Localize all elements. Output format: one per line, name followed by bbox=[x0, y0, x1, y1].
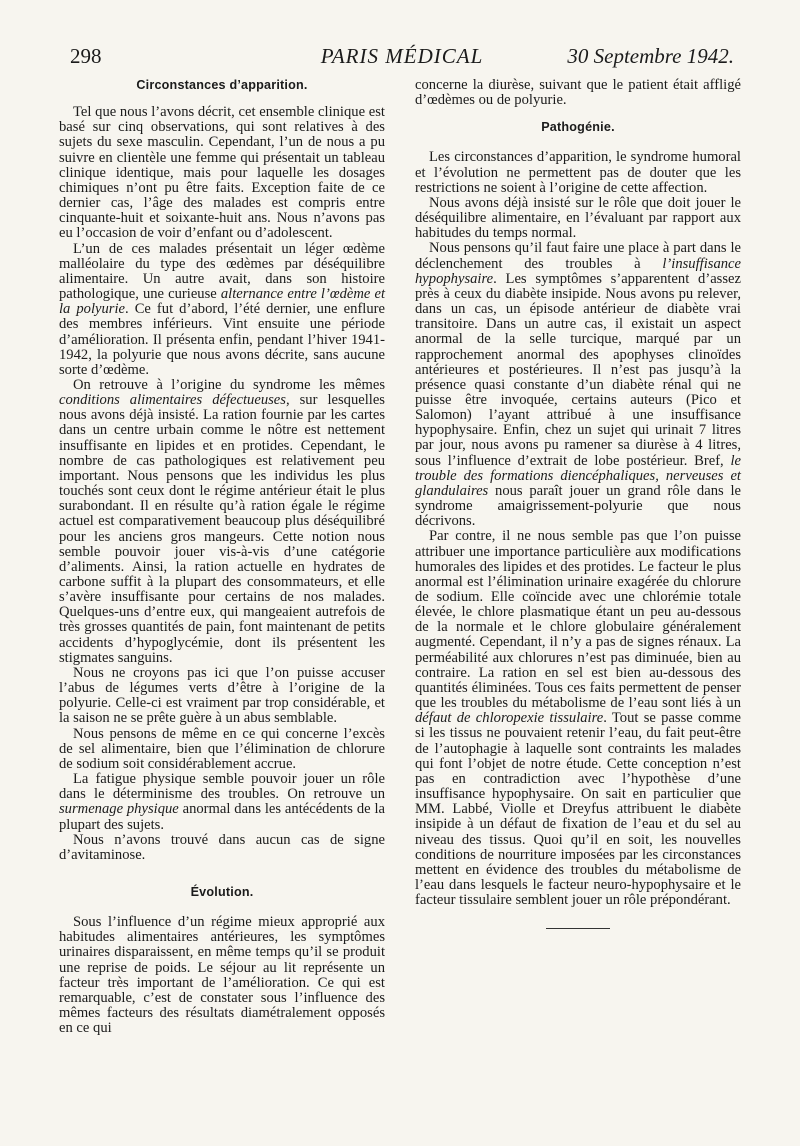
paragraph: Nous pensons de même en ce qui concerne l’excès de sel alimentaire, bien que l’élimination de chlorure de sodium soit considérablement accrue. bbox=[59, 725, 385, 772]
heading-evolution: Évolution. bbox=[190, 884, 254, 899]
paragraph: Par contre, il ne nous semble pas que l’on puisse attribuer une importance particulière aux modifications humorales des lipides et des protides. Le facteur le plus anormal est l’élimination urinaire exagérée du chlorure de sodium. Elle coïncide avec une chlorémie totale élevée, le chlore plasmatique étant un peu au-dessous de la normale et le chlore globulaire généralement augmenté. Cependant, il n’y a pas de signes rénaux. La perméabilité aux chlorures n’est pas diminuée, bien au contraire. La ration en sel est bien au-dessous des quantités éliminées. Tous ces faits permettent de penser que les troubles du métabolisme de l’eau sont liés à un défaut de chloropexie tissulaire. Tout se passe comme si les tissus ne pouvaient retenir l’eau, du fait peut-être de l’autophagie à laquelle sont contraints les malades qui font l’objet de notre étude. Cette conception n’est pas en contradiction avec l’hypothèse d’une insuffisance hypophysaire. On sait en particulier que MM. Labbé, Violle et Dreyfus attribuent le diabète insipide à un défaut de fixation de l’eau et du sel au niveau des tissus. Quoi qu’il en soit, les nouvelles conditions de nourriture imposées par les circonstances mettent en évidence des troubles du métabolisme de l’eau dans lesquels le facteur neuro-hypophysaire et le facteur tissulaire semblent jouer un rôle prépondérant. bbox=[415, 528, 742, 909]
page-number: 298 bbox=[70, 44, 102, 68]
heading-pathogenie: Pathogénie. bbox=[541, 120, 615, 135]
paragraph: La fatigue physique semble pouvoir jouer un rôle dans le déterminisme des troubles. On retrouve un surmenage physique anormal dans les antécédents de la plupart des sujets. bbox=[59, 771, 385, 833]
paragraph: L’un de ces malades présentait un léger œdème malléolaire du type des œdèmes par déséquilibre alimentaire. Un autre avait, dans son histoire pathologique, une curieuse alternance entre l’œdème et la polyurie. Ce fut d’abord, l’été dernier, une enflure des membres inférieurs. Vint ensuite une période d’amélioration. Il présenta enfin, pendant l’hiver 1941-1942, la polyurie que nous avons décrite, sans aucune sorte d’œdème. bbox=[59, 240, 385, 378]
paragraph: Sous l’influence d’un régime mieux approprié aux habitudes alimentaires antérieures, les symptômes urinaires disparaissent, en même temps qu’il se produit une reprise de poids. Le séjour au lit représente un facteur très important de l’amélioration. Ce qui est remarquable, c’est de constater sous l’influence des mêmes facteurs des résultats diamétralement opposés en ce qui bbox=[59, 914, 385, 1037]
paragraph: Nous pensons qu’il faut faire une place à part dans le déclenchement des troubles à l’insuffisance hypophysaire. Les symptômes s’apparentent d’assez près à ceux du diabète insipide. Nous avons pu relever, dans un cas, un épisode antérieur de diabète vrai transitoire. Dans un autre cas, il existait un aspect anormal de la selle turcique, marqué par un rapprochement anormal des apophyses clinoïdes antérieures et postérieures. Il n’est pas jusqu’à la présence quasi constante d’un diabète rénal qui ne puisse être invoquée, certains auteurs (Pico et Salomon) l’ayant attribué à une insuffisance hypophysaire. Enfin, chez un sujet qui urinait 7 litres par jour, nous avons pu ramener sa diurèse à 4 litres, sous l’influence d’extrait de lobe postérieur. Bref, le trouble des formations diencéphaliques, nerveuses et glandulaires nous paraît jouer un grand rôle dans le syndrome amaigrissement-polyurie que nous décrivons. bbox=[415, 240, 741, 530]
left-column bbox=[59, 78, 385, 1036]
paragraph: concerne la diurèse, suivant que le patient était affligé d’œdèmes ou de polyurie. bbox=[415, 77, 741, 109]
issue-date: 30 Septembre 1942. bbox=[567, 44, 734, 68]
paragraph: Les circonstances d’apparition, le syndrome humoral et l’évolution ne permettent pas de douter que les restrictions ne soient à l’origine de cette affection. bbox=[415, 149, 741, 196]
paragraph: On retrouve à l’origine du syndrome les mêmes conditions alimentaires défectueuses, sur lesquelles nous avons déjà insisté. La ration fournie par les cartes dans un centre urbain comme le nôtre est nettement insuffisante en lipides et en protides. Cependant, le nombre de cas pathologiques est relativement peu important. Nous pensons que les individus les plus touchés sont ceux dont le régime antérieur était le plus surabondant. Il en résulte qu’à ration égale le régime actuel est comparativement beaucoup plus déséquilibré pour les anciens gros mangeurs. Cette notion nous semble pouvoir jouer vis-à-vis d’une catégorie d’aliments. Ainsi, la ration actuelle en hydrates de carbone suffit à la plupart des consommateurs, et elle s’avère insuffisante pour certains de nos malades. Quelques-uns d’entre eux, qui mangeaient autrefois de très grosses quantités de pain, font maintenant de petits accidents d’hypoglycémie, dont ils présentent les stigmates sanguins. bbox=[59, 376, 385, 666]
heading-circonstances: Circonstances d’apparition. bbox=[136, 78, 308, 92]
end-rule bbox=[546, 928, 610, 929]
paragraph: Nous ne croyons pas ici que l’on puisse accuser l’abus de légumes verts d’être à l’origine de la polyurie. Celle-ci est vraiment par trop considérable, et la saison ne se prête guère à un abus semblable. bbox=[59, 664, 385, 727]
paragraph: Nous avons déjà insisté sur le rôle que doit jouer le déséquilibre alimentaire, en l’évaluant par rapport aux habitudes du temps normal. bbox=[415, 194, 741, 242]
journal-title: PARIS MÉDICAL bbox=[320, 44, 484, 68]
paragraph: Nous n’avons trouvé dans aucun cas de signe d’avitaminose. bbox=[59, 831, 385, 863]
paragraph: Tel que nous l’avons décrit, cet ensemble clinique est basé sur cinq observations, qui sont relatives à des sujets du sexe masculin. Cependant, l’un de nous a pu suivre en clientèle une femme qui présentait un tableau clinique identique, mais pour laquelle les dosages chimiques n’ont pu être faits. Exception faite de ce dernier cas, l’âge des malades est compris entre cinquante-huit et soixante-huit ans. Nous n’avons pas eu l’occasion de voir d’enfant ou d’adolescent. bbox=[59, 104, 385, 242]
running-header bbox=[70, 40, 734, 74]
right-column bbox=[415, 78, 741, 929]
